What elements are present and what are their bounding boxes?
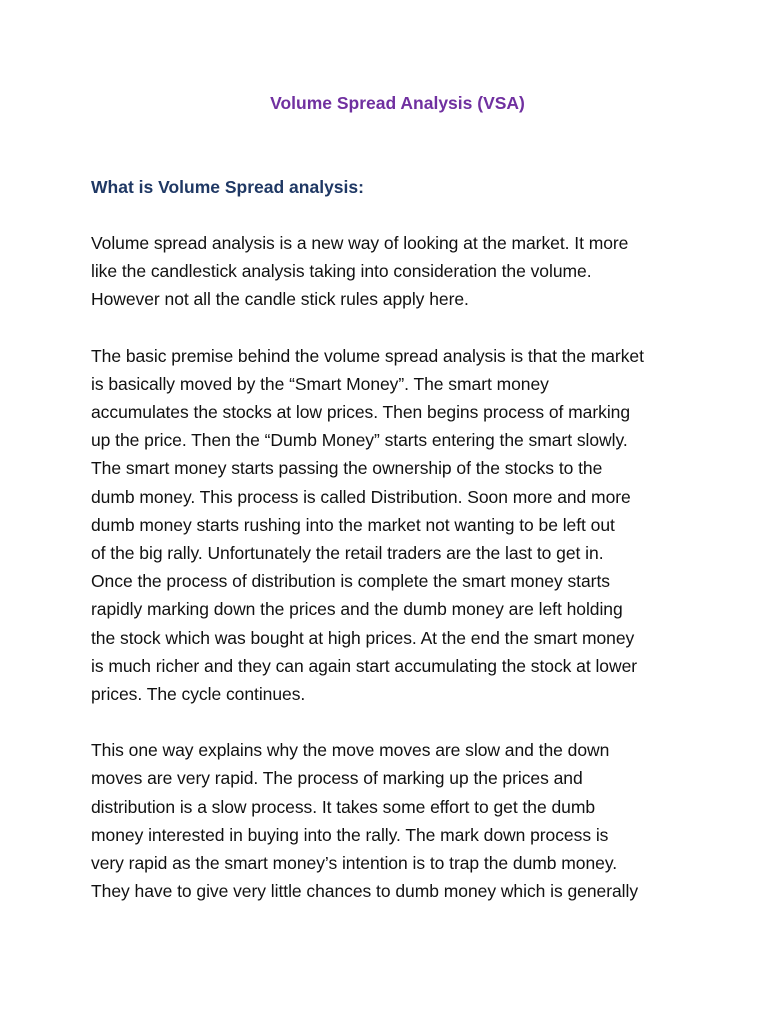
paragraph-line: of the big rally. Unfortunately the retail traders are the last to get in. <box>91 543 604 564</box>
paragraph-line: up the price. Then the “Dumb Money” starts entering the smart slowly. <box>91 430 628 451</box>
paragraph-line: rapidly marking down the prices and the dumb money are left holding <box>91 599 623 620</box>
paragraph-line: They have to give very little chances to dumb money which is generally <box>91 881 639 902</box>
paragraph-line: Once the process of distribution is complete the smart money starts <box>91 571 610 592</box>
paragraph-line: distribution is a slow process. It takes some effort to get the dumb <box>91 796 596 817</box>
paragraph-line: like the candlestick analysis taking into consideration the volume. <box>91 261 592 282</box>
section-heading: What is Volume Spread analysis: <box>91 177 364 197</box>
paragraph-line: This one way explains why the move moves are slow and the down <box>91 740 610 761</box>
paragraph-2 <box>91 342 698 709</box>
paragraph-line: is much richer and they can again start accumulating the stock at lower <box>91 655 638 676</box>
paragraph-line: However not all the candle stick rules apply here. <box>91 289 469 310</box>
paragraph-line: dumb money. This process is called Distribution. Soon more and more <box>91 486 631 507</box>
paragraph-line: the stock which was bought at high prices. At the end the smart money <box>91 627 635 648</box>
paragraph-line: Volume spread analysis is a new way of looking at the market. It more <box>91 233 629 253</box>
paragraph-3 <box>91 736 698 905</box>
paragraph-line: The basic premise behind the volume spread analysis is that the market <box>91 345 644 366</box>
paragraph-line: is basically moved by the “Smart Money”. The smart money <box>91 373 549 394</box>
paragraph-line: prices. The cycle continues. <box>91 684 306 705</box>
paragraph-line: money interested in buying into the rally. The mark down process is <box>91 824 609 845</box>
paragraph-line: very rapid as the smart money’s intention is to trap the dumb money. <box>91 853 618 874</box>
paragraph-line: The smart money starts passing the ownership of the stocks to the <box>91 458 603 479</box>
paragraph-line: accumulates the stocks at low prices. Then begins process of marking <box>91 402 631 423</box>
paragraph-line: moves are very rapid. The process of marking up the prices and <box>91 768 583 789</box>
document-title: Volume Spread Analysis (VSA) <box>270 93 525 113</box>
paragraph-line: dumb money starts rushing into the market not wanting to be left out <box>91 514 615 535</box>
paragraph-1 <box>91 229 698 314</box>
